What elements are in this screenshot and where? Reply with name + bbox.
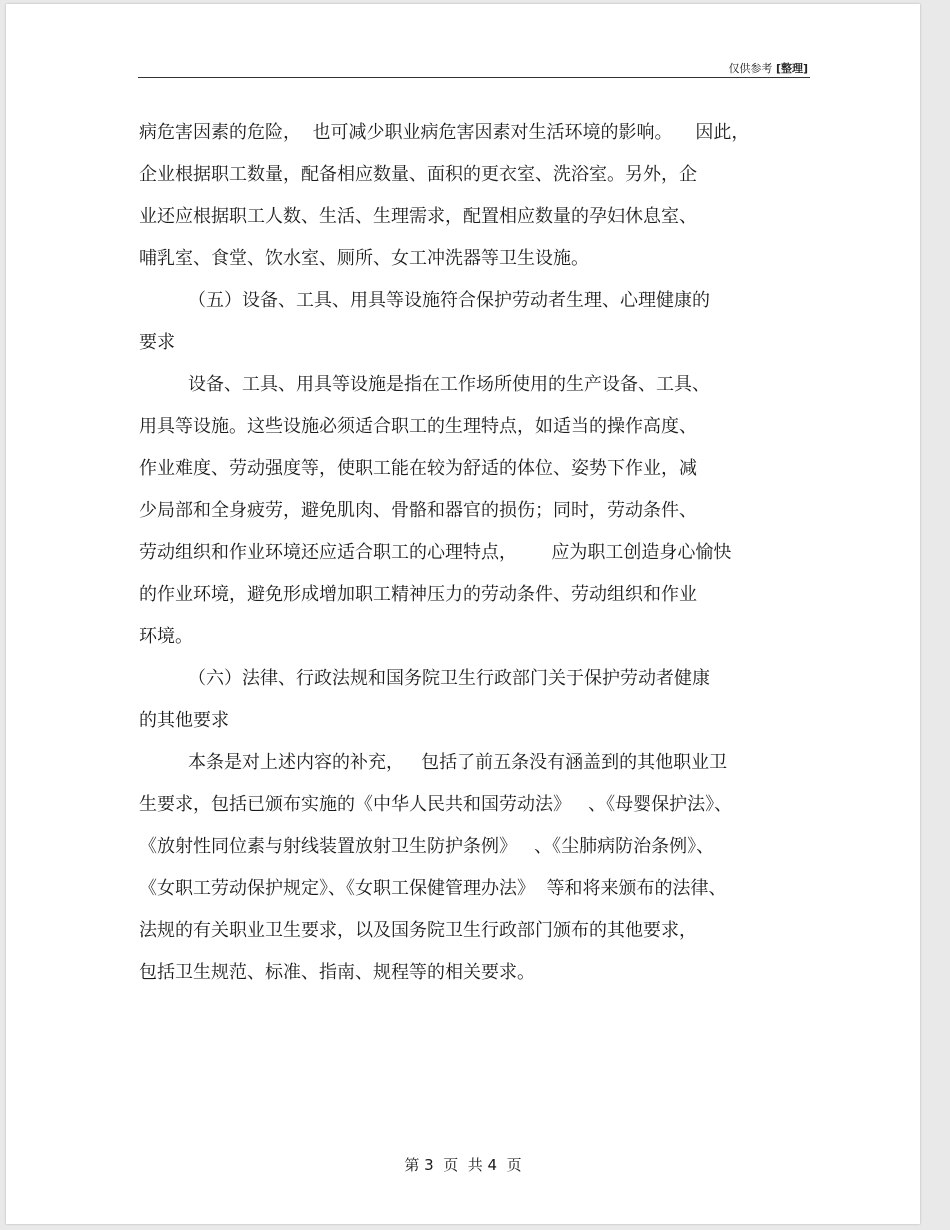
page-number-footer: 第 3 页 共 4 页 [404,1156,522,1174]
body-line: 作业难度、劳动强度等，使职工能在较为舒适的体位、姿势下作业，减 [139,458,697,479]
body-line: 哺乳室、食堂、饮水室、厕所、女工冲洗器等卫生设施。 [139,248,589,269]
section-heading-cont: 的其他要求 [139,710,229,731]
section-heading: （六）法律、行政法规和国务院卫生行政部门关于保护劳动者健康 [188,668,710,689]
body-line: 的作业环境，避免形成增加职工精神压力的劳动条件、劳动组织和作业 [139,584,697,605]
body-line: 本条是对上述内容的补充， 包括了前五条没有涵盖到的其他职业卫 [188,752,728,773]
body-line: 少局部和全身疲劳，避免肌肉、骨骼和器官的损伤；同时，劳动条件、 [139,500,697,521]
document-page [6,4,920,1224]
header-tag: [整理] [775,62,808,75]
body-line: 用具等设施。这些设施必须适合职工的生理特点，如适当的操作高度、 [139,416,697,437]
body-line: 设备、工具、用具等设施是指在工作场所使用的生产设备、工具、 [188,374,710,395]
body-line: 法规的有关职业卫生要求，以及国务院卫生行政部门颁布的其他要求， [139,920,697,941]
running-header [728,60,808,76]
body-line: 业还应根据职工人数、生活、生理需求，配置相应数量的孕妇休息室、 [139,206,697,227]
header-note: 仅供参考 [728,62,773,75]
section-heading: （五）设备、工具、用具等设施符合保护劳动者生理、心理健康的 [188,290,710,311]
section-heading-cont: 要求 [139,332,175,353]
header-divider [138,77,810,78]
body-line: 包括卫生规范、标准、指南、规程等的相关要求。 [139,962,535,983]
body-line: 生要求，包括已颁布实施的《中华人民共和国劳动法》 、《母婴保护法》、 [139,794,733,815]
body-line: 企业根据职工数量，配备相应数量、面积的更衣室、洗浴室。另外，企 [139,164,697,185]
body-line: 环境。 [139,626,193,647]
body-line: 劳动组织和作业环境还应适合职工的心理特点， 应为职工创造身心愉快 [139,542,732,563]
body-line: 《放射性同位素与射线装置放射卫生防护条例》 、《尘肺病防治条例》、 [139,836,715,857]
body-line: 病危害因素的危险， 也可减少职业病危害因素对生活环境的影响。 因此， [139,122,750,143]
body-line: 《女职工劳动保护规定》、《女职工保健管理办法》 等和将来颁布的法律、 [139,878,727,899]
